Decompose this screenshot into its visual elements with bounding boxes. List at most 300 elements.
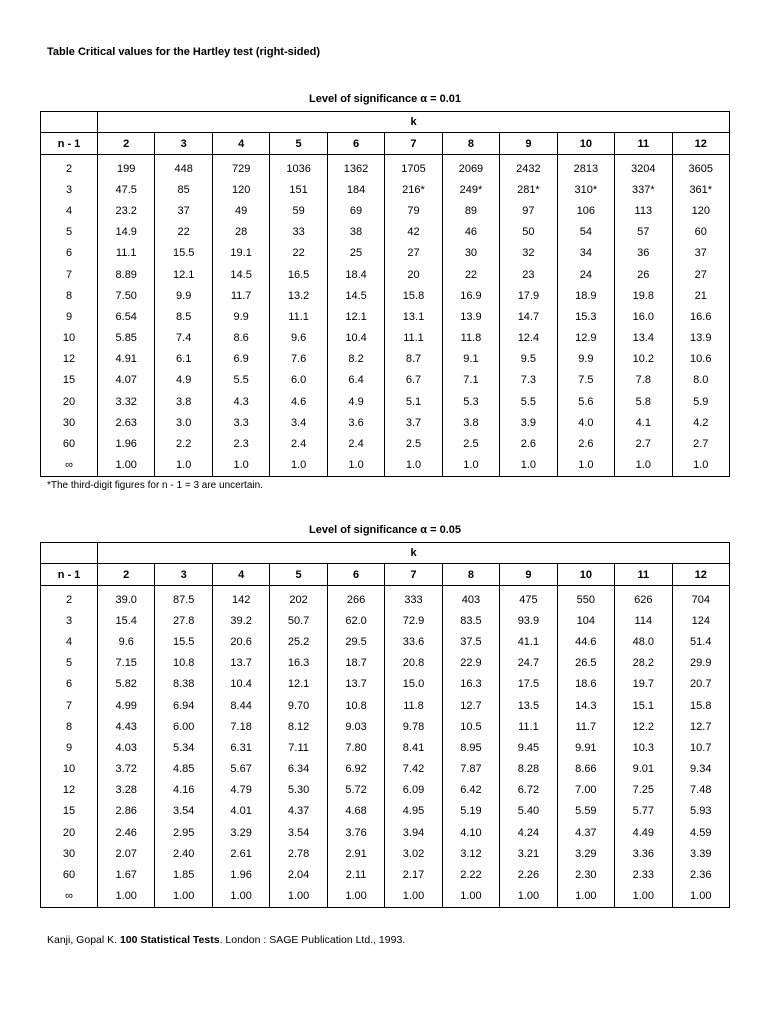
value-cell: 9.9 bbox=[212, 306, 269, 327]
row-label-cell: 7 bbox=[41, 264, 98, 285]
value-cell: 1.00 bbox=[98, 886, 155, 908]
value-cell: 12.9 bbox=[557, 328, 614, 349]
value-cell: 2813 bbox=[557, 155, 614, 180]
value-cell: 3.72 bbox=[98, 759, 155, 780]
value-cell: 28 bbox=[212, 222, 269, 243]
value-cell: 4.91 bbox=[98, 349, 155, 370]
value-cell: 3.0 bbox=[155, 412, 212, 433]
value-cell: 11.1 bbox=[270, 306, 327, 327]
value-cell: 8.41 bbox=[385, 737, 442, 758]
value-cell: 2.7 bbox=[672, 433, 729, 454]
column-header: 12 bbox=[672, 564, 729, 586]
table-row bbox=[41, 328, 730, 349]
value-cell: 2.61 bbox=[212, 843, 269, 864]
value-cell: 3.7 bbox=[385, 412, 442, 433]
value-cell: 2.2 bbox=[155, 433, 212, 454]
value-cell: 15.5 bbox=[155, 243, 212, 264]
value-cell: 5.19 bbox=[442, 801, 499, 822]
table-row bbox=[41, 653, 730, 674]
value-cell: 10.4 bbox=[212, 674, 269, 695]
value-cell: 24.7 bbox=[500, 653, 557, 674]
value-cell: 10.6 bbox=[672, 349, 729, 370]
value-cell: 202 bbox=[270, 586, 327, 611]
value-cell: 11.1 bbox=[500, 716, 557, 737]
value-cell: 4.43 bbox=[98, 716, 155, 737]
value-cell: 16.5 bbox=[270, 264, 327, 285]
table-row bbox=[41, 631, 730, 652]
table-row bbox=[41, 306, 730, 327]
value-cell: 3.3 bbox=[212, 412, 269, 433]
value-cell: 106 bbox=[557, 200, 614, 221]
row-label-cell: 10 bbox=[41, 328, 98, 349]
value-cell: 13.4 bbox=[615, 328, 672, 349]
value-cell: 10.3 bbox=[615, 737, 672, 758]
value-cell: 5.8 bbox=[615, 391, 672, 412]
value-cell: 5.93 bbox=[672, 801, 729, 822]
value-cell: 18.7 bbox=[327, 653, 384, 674]
table-2-level-title: Level of significance α = 0.05 bbox=[309, 524, 461, 536]
value-cell: 11.8 bbox=[442, 328, 499, 349]
value-cell: 42 bbox=[385, 222, 442, 243]
value-cell: 2069 bbox=[442, 155, 499, 180]
value-cell: 3.94 bbox=[385, 822, 442, 843]
value-cell: 9.78 bbox=[385, 716, 442, 737]
value-cell: 50.7 bbox=[270, 610, 327, 631]
value-cell: 5.72 bbox=[327, 780, 384, 801]
value-cell: 54 bbox=[557, 222, 614, 243]
row-label-cell: 30 bbox=[41, 843, 98, 864]
value-cell: 10.4 bbox=[327, 328, 384, 349]
value-cell: 37.5 bbox=[442, 631, 499, 652]
value-cell: 3.21 bbox=[500, 843, 557, 864]
value-cell: 1036 bbox=[270, 155, 327, 180]
value-cell: 2.7 bbox=[615, 433, 672, 454]
value-cell: 403 bbox=[442, 586, 499, 611]
citation-prefix: Kanji, Gopal K. bbox=[47, 934, 120, 946]
value-cell: 2.46 bbox=[98, 822, 155, 843]
value-cell: 5.34 bbox=[155, 737, 212, 758]
value-cell: 6.00 bbox=[155, 716, 212, 737]
value-cell: 5.30 bbox=[270, 780, 327, 801]
value-cell: 12.4 bbox=[500, 328, 557, 349]
value-cell: 16.9 bbox=[442, 285, 499, 306]
value-cell: 8.89 bbox=[98, 264, 155, 285]
value-cell: 18.6 bbox=[557, 674, 614, 695]
value-cell: 3.8 bbox=[155, 391, 212, 412]
value-cell: 151 bbox=[270, 179, 327, 200]
value-cell: 23.2 bbox=[98, 200, 155, 221]
value-cell: 2.86 bbox=[98, 801, 155, 822]
footnote: *The third-digit figures for n - 1 = 3 are uncertain. bbox=[47, 480, 263, 491]
value-cell: 12.1 bbox=[270, 674, 327, 695]
table-row bbox=[41, 349, 730, 370]
row-label-cell: 2 bbox=[41, 155, 98, 180]
value-cell: 1.00 bbox=[672, 886, 729, 908]
value-cell: 5.3 bbox=[442, 391, 499, 412]
value-cell: 4.9 bbox=[155, 370, 212, 391]
value-cell: 29.5 bbox=[327, 631, 384, 652]
row-label-cell: 5 bbox=[41, 653, 98, 674]
table-row bbox=[41, 285, 730, 306]
value-cell: 7.8 bbox=[615, 370, 672, 391]
value-cell: 13.7 bbox=[327, 674, 384, 695]
citation-suffix: . London : SAGE Publication Ltd., 1993. bbox=[219, 934, 406, 946]
value-cell: 9.9 bbox=[557, 349, 614, 370]
value-cell: 4.85 bbox=[155, 759, 212, 780]
value-cell: 8.28 bbox=[500, 759, 557, 780]
row-label-cell: 30 bbox=[41, 412, 98, 433]
value-cell: 7.4 bbox=[155, 328, 212, 349]
header-blank-cell bbox=[41, 543, 98, 564]
value-cell: 25.2 bbox=[270, 631, 327, 652]
value-cell: 26 bbox=[615, 264, 672, 285]
row-label-cell: ∞ bbox=[41, 455, 98, 477]
value-cell: 1.0 bbox=[212, 455, 269, 477]
column-header: 11 bbox=[615, 133, 672, 155]
row-label-cell: 20 bbox=[41, 391, 98, 412]
row-label-cell: 15 bbox=[41, 370, 98, 391]
value-cell: 4.37 bbox=[270, 801, 327, 822]
value-cell: 50 bbox=[500, 222, 557, 243]
value-cell: 2.07 bbox=[98, 843, 155, 864]
value-cell: 1.0 bbox=[672, 455, 729, 477]
value-cell: 249* bbox=[442, 179, 499, 200]
value-cell: 12.1 bbox=[155, 264, 212, 285]
value-cell: 18.4 bbox=[327, 264, 384, 285]
row-label-cell: 4 bbox=[41, 200, 98, 221]
value-cell: 3.29 bbox=[557, 843, 614, 864]
value-cell: 9.70 bbox=[270, 695, 327, 716]
value-cell: 10.8 bbox=[155, 653, 212, 674]
column-header: 3 bbox=[155, 133, 212, 155]
value-cell: 48.0 bbox=[615, 631, 672, 652]
value-cell: 2.63 bbox=[98, 412, 155, 433]
value-cell: 4.49 bbox=[615, 822, 672, 843]
row-label-cell: 9 bbox=[41, 306, 98, 327]
value-cell: 4.79 bbox=[212, 780, 269, 801]
value-cell: 337* bbox=[615, 179, 672, 200]
value-cell: 15.5 bbox=[155, 631, 212, 652]
table-row bbox=[41, 200, 730, 221]
value-cell: 33.6 bbox=[385, 631, 442, 652]
value-cell: 8.38 bbox=[155, 674, 212, 695]
value-cell: 1.0 bbox=[557, 455, 614, 477]
row-label-cell: 5 bbox=[41, 222, 98, 243]
value-cell: 4.07 bbox=[98, 370, 155, 391]
value-cell: 3.32 bbox=[98, 391, 155, 412]
value-cell: 12.7 bbox=[672, 716, 729, 737]
value-cell: 8.2 bbox=[327, 349, 384, 370]
value-cell: 4.10 bbox=[442, 822, 499, 843]
value-cell: 1.96 bbox=[98, 433, 155, 454]
value-cell: 4.1 bbox=[615, 412, 672, 433]
value-cell: 2.11 bbox=[327, 864, 384, 885]
k-header: k bbox=[98, 112, 730, 133]
column-header: 10 bbox=[557, 564, 614, 586]
value-cell: 20.7 bbox=[672, 674, 729, 695]
value-cell: 79 bbox=[385, 200, 442, 221]
value-cell: 7.25 bbox=[615, 780, 672, 801]
value-cell: 9.91 bbox=[557, 737, 614, 758]
value-cell: 1.0 bbox=[270, 455, 327, 477]
value-cell: 3605 bbox=[672, 155, 729, 180]
value-cell: 4.68 bbox=[327, 801, 384, 822]
value-cell: 1.0 bbox=[155, 455, 212, 477]
table-row bbox=[41, 695, 730, 716]
value-cell: 4.99 bbox=[98, 695, 155, 716]
value-cell: 22 bbox=[442, 264, 499, 285]
value-cell: 310* bbox=[557, 179, 614, 200]
value-cell: 17.9 bbox=[500, 285, 557, 306]
value-cell: 7.48 bbox=[672, 780, 729, 801]
value-cell: 199 bbox=[98, 155, 155, 180]
value-cell: 729 bbox=[212, 155, 269, 180]
row-label-cell: 7 bbox=[41, 695, 98, 716]
table-row bbox=[41, 370, 730, 391]
value-cell: 2.78 bbox=[270, 843, 327, 864]
column-header: 10 bbox=[557, 133, 614, 155]
value-cell: 24 bbox=[557, 264, 614, 285]
value-cell: 2.4 bbox=[270, 433, 327, 454]
value-cell: 14.3 bbox=[557, 695, 614, 716]
value-cell: 361* bbox=[672, 179, 729, 200]
table-row bbox=[41, 155, 730, 180]
value-cell: 1.0 bbox=[615, 455, 672, 477]
value-cell: 113 bbox=[615, 200, 672, 221]
value-cell: 15.1 bbox=[615, 695, 672, 716]
table-row bbox=[41, 801, 730, 822]
value-cell: 87.5 bbox=[155, 586, 212, 611]
value-cell: 3.8 bbox=[442, 412, 499, 433]
column-header: 3 bbox=[155, 564, 212, 586]
value-cell: 6.7 bbox=[385, 370, 442, 391]
value-cell: 9.34 bbox=[672, 759, 729, 780]
value-cell: 2.36 bbox=[672, 864, 729, 885]
value-cell: 9.45 bbox=[500, 737, 557, 758]
value-cell: 6.34 bbox=[270, 759, 327, 780]
value-cell: 14.5 bbox=[212, 264, 269, 285]
value-cell: 1362 bbox=[327, 155, 384, 180]
value-cell: 1.00 bbox=[270, 886, 327, 908]
table-row bbox=[41, 243, 730, 264]
value-cell: 3.02 bbox=[385, 843, 442, 864]
value-cell: 4.3 bbox=[212, 391, 269, 412]
value-cell: 14.5 bbox=[327, 285, 384, 306]
value-cell: 2432 bbox=[500, 155, 557, 180]
value-cell: 5.5 bbox=[212, 370, 269, 391]
value-cell: 19.8 bbox=[615, 285, 672, 306]
value-cell: 27.8 bbox=[155, 610, 212, 631]
value-cell: 8.5 bbox=[155, 306, 212, 327]
value-cell: 49 bbox=[212, 200, 269, 221]
value-cell: 124 bbox=[672, 610, 729, 631]
value-cell: 13.1 bbox=[385, 306, 442, 327]
value-cell: 11.7 bbox=[212, 285, 269, 306]
value-cell: 4.59 bbox=[672, 822, 729, 843]
column-header: 5 bbox=[270, 564, 327, 586]
row-label-cell: 6 bbox=[41, 243, 98, 264]
value-cell: 6.31 bbox=[212, 737, 269, 758]
value-cell: 14.7 bbox=[500, 306, 557, 327]
value-cell: 333 bbox=[385, 586, 442, 611]
value-cell: 47.5 bbox=[98, 179, 155, 200]
value-cell: 281* bbox=[500, 179, 557, 200]
value-cell: 4.37 bbox=[557, 822, 614, 843]
value-cell: 2.26 bbox=[500, 864, 557, 885]
value-cell: 7.11 bbox=[270, 737, 327, 758]
value-cell: 8.95 bbox=[442, 737, 499, 758]
value-cell: 5.6 bbox=[557, 391, 614, 412]
value-cell: 16.3 bbox=[270, 653, 327, 674]
value-cell: 22 bbox=[155, 222, 212, 243]
value-cell: 4.2 bbox=[672, 412, 729, 433]
value-cell: 5.5 bbox=[500, 391, 557, 412]
value-cell: 93.9 bbox=[500, 610, 557, 631]
value-cell: 7.15 bbox=[98, 653, 155, 674]
value-cell: 37 bbox=[672, 243, 729, 264]
value-cell: 8.44 bbox=[212, 695, 269, 716]
value-cell: 16.6 bbox=[672, 306, 729, 327]
value-cell: 2.40 bbox=[155, 843, 212, 864]
value-cell: 5.59 bbox=[557, 801, 614, 822]
table-row bbox=[41, 674, 730, 695]
table-row bbox=[41, 433, 730, 454]
value-cell: 7.6 bbox=[270, 349, 327, 370]
value-cell: 2.4 bbox=[327, 433, 384, 454]
value-cell: 8.12 bbox=[270, 716, 327, 737]
value-cell: 2.95 bbox=[155, 822, 212, 843]
value-cell: 4.0 bbox=[557, 412, 614, 433]
value-cell: 2.91 bbox=[327, 843, 384, 864]
row-label-cell: 12 bbox=[41, 780, 98, 801]
column-header: 7 bbox=[385, 133, 442, 155]
value-cell: 9.5 bbox=[500, 349, 557, 370]
value-cell: 20.6 bbox=[212, 631, 269, 652]
value-cell: 184 bbox=[327, 179, 384, 200]
column-header: 5 bbox=[270, 133, 327, 155]
value-cell: 7.5 bbox=[557, 370, 614, 391]
value-cell: 16.0 bbox=[615, 306, 672, 327]
value-cell: 12.2 bbox=[615, 716, 672, 737]
value-cell: 3.54 bbox=[155, 801, 212, 822]
value-cell: 13.9 bbox=[442, 306, 499, 327]
value-cell: 38 bbox=[327, 222, 384, 243]
column-header: 9 bbox=[500, 564, 557, 586]
value-cell: 1.0 bbox=[385, 455, 442, 477]
value-cell: 32 bbox=[500, 243, 557, 264]
value-cell: 114 bbox=[615, 610, 672, 631]
value-cell: 9.01 bbox=[615, 759, 672, 780]
value-cell: 25 bbox=[327, 243, 384, 264]
value-cell: 44.6 bbox=[557, 631, 614, 652]
value-cell: 4.16 bbox=[155, 780, 212, 801]
value-cell: 6.92 bbox=[327, 759, 384, 780]
value-cell: 3.36 bbox=[615, 843, 672, 864]
value-cell: 6.4 bbox=[327, 370, 384, 391]
value-cell: 6.9 bbox=[212, 349, 269, 370]
value-cell: 8.66 bbox=[557, 759, 614, 780]
value-cell: 20.8 bbox=[385, 653, 442, 674]
row-label-cell: 4 bbox=[41, 631, 98, 652]
value-cell: 12.1 bbox=[327, 306, 384, 327]
value-cell: 2.04 bbox=[270, 864, 327, 885]
value-cell: 27 bbox=[385, 243, 442, 264]
row-label-cell: 12 bbox=[41, 349, 98, 370]
value-cell: 9.6 bbox=[98, 631, 155, 652]
column-header: 4 bbox=[212, 564, 269, 586]
value-cell: 1705 bbox=[385, 155, 442, 180]
value-cell: 1.00 bbox=[98, 455, 155, 477]
citation bbox=[47, 934, 405, 946]
value-cell: 23 bbox=[500, 264, 557, 285]
value-cell: 4.9 bbox=[327, 391, 384, 412]
value-cell: 37 bbox=[155, 200, 212, 221]
column-header: 6 bbox=[327, 133, 384, 155]
value-cell: 14.9 bbox=[98, 222, 155, 243]
value-cell: 7.00 bbox=[557, 780, 614, 801]
value-cell: 5.82 bbox=[98, 674, 155, 695]
value-cell: 39.0 bbox=[98, 586, 155, 611]
value-cell: 19.7 bbox=[615, 674, 672, 695]
table-row bbox=[41, 864, 730, 885]
value-cell: 69 bbox=[327, 200, 384, 221]
value-cell: 3.6 bbox=[327, 412, 384, 433]
value-cell: 9.03 bbox=[327, 716, 384, 737]
value-cell: 3.12 bbox=[442, 843, 499, 864]
value-cell: 22 bbox=[270, 243, 327, 264]
value-cell: 13.5 bbox=[500, 695, 557, 716]
value-cell: 7.1 bbox=[442, 370, 499, 391]
value-cell: 3.54 bbox=[270, 822, 327, 843]
table-row bbox=[41, 843, 730, 864]
value-cell: 2.5 bbox=[385, 433, 442, 454]
value-cell: 266 bbox=[327, 586, 384, 611]
value-cell: 7.87 bbox=[442, 759, 499, 780]
column-header: 7 bbox=[385, 564, 442, 586]
value-cell: 19.1 bbox=[212, 243, 269, 264]
value-cell: 142 bbox=[212, 586, 269, 611]
value-cell: 15.0 bbox=[385, 674, 442, 695]
row-header-n-minus-1: n - 1 bbox=[41, 133, 98, 155]
value-cell: 1.85 bbox=[155, 864, 212, 885]
value-cell: 2.17 bbox=[385, 864, 442, 885]
value-cell: 1.0 bbox=[500, 455, 557, 477]
value-cell: 5.85 bbox=[98, 328, 155, 349]
value-cell: 33 bbox=[270, 222, 327, 243]
value-cell: 4.01 bbox=[212, 801, 269, 822]
value-cell: 46 bbox=[442, 222, 499, 243]
table-row bbox=[41, 716, 730, 737]
value-cell: 10.7 bbox=[672, 737, 729, 758]
header-blank-cell bbox=[41, 112, 98, 133]
table-row bbox=[41, 780, 730, 801]
value-cell: 550 bbox=[557, 586, 614, 611]
value-cell: 34 bbox=[557, 243, 614, 264]
value-cell: 17.5 bbox=[500, 674, 557, 695]
value-cell: 10.8 bbox=[327, 695, 384, 716]
value-cell: 2.6 bbox=[557, 433, 614, 454]
value-cell: 5.67 bbox=[212, 759, 269, 780]
value-cell: 5.9 bbox=[672, 391, 729, 412]
critical-values-table-alpha-005 bbox=[40, 542, 730, 908]
value-cell: 1.00 bbox=[615, 886, 672, 908]
table-row bbox=[41, 737, 730, 758]
table-row bbox=[41, 391, 730, 412]
value-cell: 626 bbox=[615, 586, 672, 611]
table-row bbox=[41, 610, 730, 631]
value-cell: 1.0 bbox=[327, 455, 384, 477]
column-header: 4 bbox=[212, 133, 269, 155]
